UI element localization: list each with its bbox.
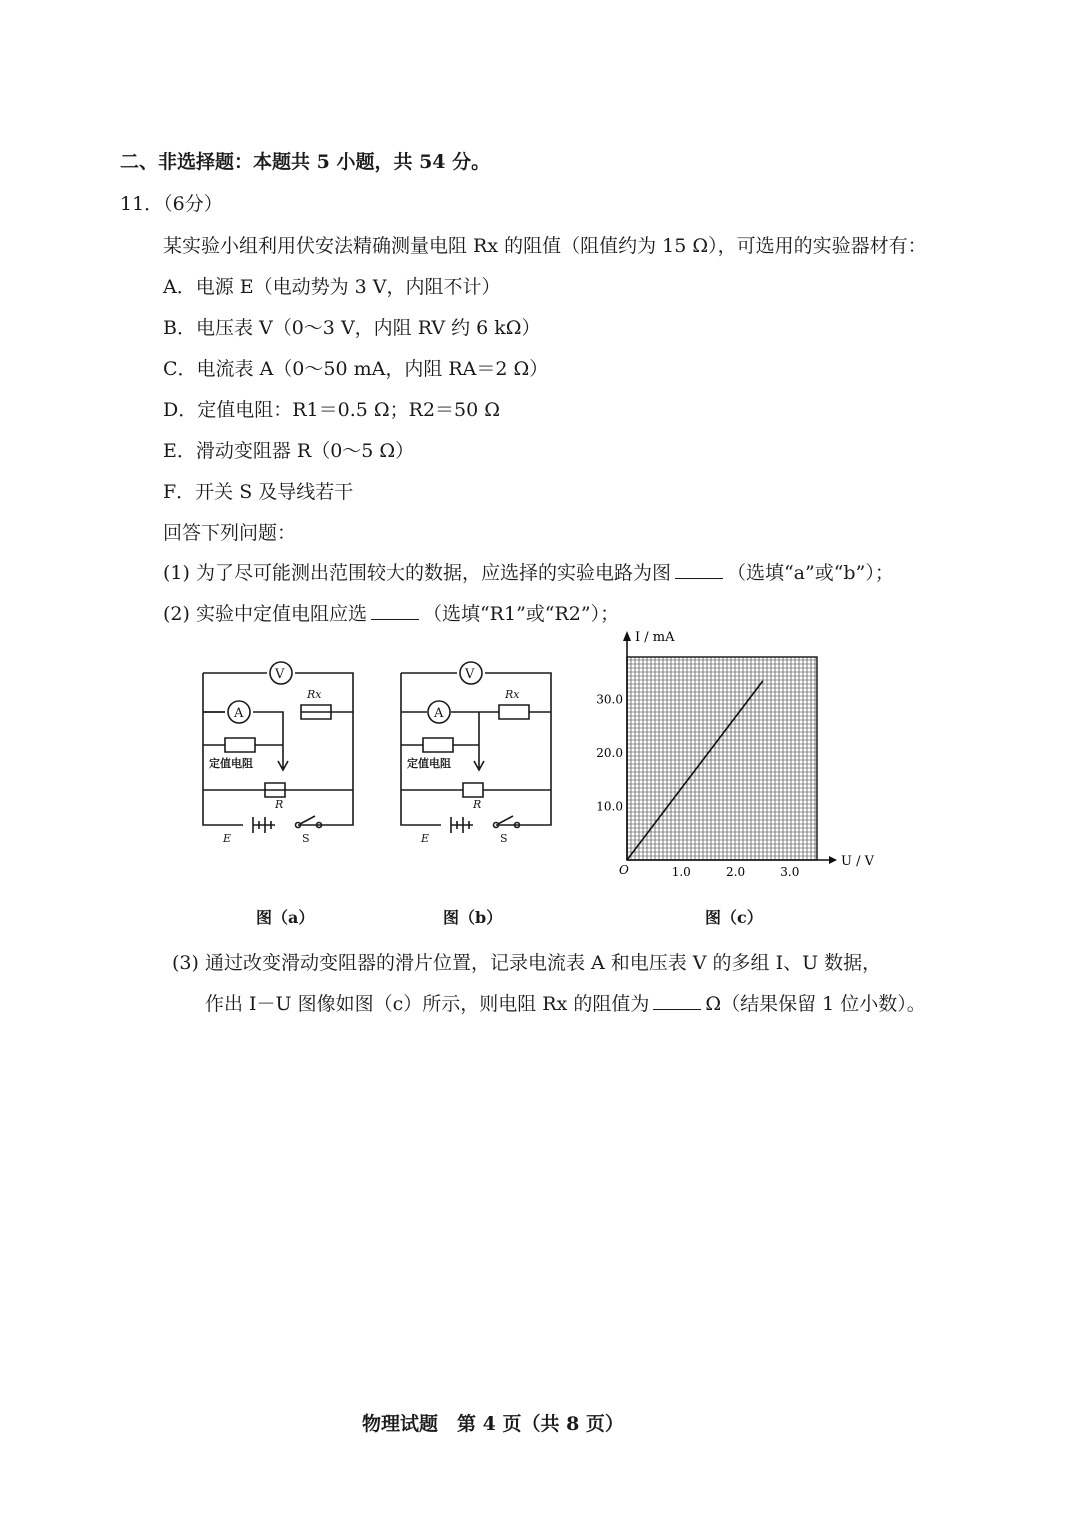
ammeter-label: A [234,706,244,721]
sub-question-1-text: (1) 为了尽可能测出范围较大的数据，应选择的实验电路为图 [163,562,671,584]
sub-question-3-line1: (3) 通过改变滑动变阻器的滑片位置，记录电流表 A 和电压表 V 的多组 I、U 数据， [172,952,882,974]
graph-grid [627,657,817,860]
option-f: F．开关 S 及导线若干 [163,481,354,503]
voltmeter-label-b: V [465,667,475,682]
grid-border [627,657,817,860]
page-footer: 物理试题 第 4 页（共 8 页） [362,1413,624,1435]
answer-blank-1[interactable] [675,577,723,579]
y-tick-label: 10.0 [596,799,623,814]
question-number: 11．（6分） [120,193,223,215]
rx-label: Rx [307,688,322,701]
answer-blank-2[interactable] [371,618,419,620]
origin-label: O [619,863,629,877]
option-e: E．滑动变阻器 R（0～5 Ω） [163,440,415,462]
fixed-resistor-label: 定值电阻 [209,757,253,770]
switch-label-b: S [500,832,508,845]
sub-question-2 [163,599,619,626]
sub-question-3-text: 作出 I－U 图像如图（c）所示，则电阻 Rx 的阻值为 [205,993,650,1015]
sub-question-3-line2 [205,989,926,1016]
option-b: B．电压表 V（0～3 V，内阻 RV 约 6 kΩ） [163,317,541,339]
y-tick-label: 20.0 [596,746,623,761]
x-tick-label: 2.0 [726,865,746,879]
voltmeter-label: V [275,667,285,682]
y-tick-label: 30.0 [596,692,623,707]
sub-question-3-tail: Ω（结果保留 1 位小数）。 [705,993,926,1015]
x-axis-label: U / V [841,854,874,869]
ammeter-label-b: A [434,706,444,721]
x-tick-label: 3.0 [780,865,800,879]
rx-label-b: Rx [505,688,520,701]
figure-b-caption: 图（b） [443,908,503,927]
rheostat-label: R [275,798,284,811]
figure-c-caption: 图（c） [705,908,763,927]
sub-question-1-choice: （选填“a”或“b”）； [726,562,894,584]
option-d: D．定值电阻：R1＝0.5 Ω；R2＝50 Ω [163,399,501,421]
sub-question-2-choice: （选填“R1”或“R2”）； [422,603,620,625]
circuit-b [393,650,563,855]
circuit-a [195,650,365,855]
fixed-resistor-label-b: 定值电阻 [407,757,451,770]
i-u-graph [585,625,890,890]
option-c: C．电流表 A（0～50 mA，内阻 RA＝2 Ω） [163,358,549,380]
answer-blank-3[interactable] [653,1008,701,1010]
sub-question-1 [163,558,894,585]
figure-a-caption: 图（a） [256,908,315,927]
battery-label-b: E [421,832,430,845]
y-axis-label: I / mA [635,630,675,645]
option-a: A．电源 E（电动势为 3 V，内阻不计） [163,276,501,298]
y-axis-arrow [623,631,631,641]
x-tick-label: 1.0 [671,865,691,879]
section-title: 二、非选择题：本题共 5 小题，共 54 分。 [120,151,491,173]
answer-prompt: 回答下列问题： [163,522,297,544]
rheostat-label-b: R [473,798,482,811]
sub-question-2-text: (2) 实验中定值电阻应选 [163,603,367,625]
switch-label: S [302,832,310,845]
question-intro: 某实验小组利用伏安法精确测量电阻 Rx 的阻值（阻值约为 15 Ω），可选用的实验器材有： [163,235,927,257]
x-axis-arrow [829,856,837,864]
battery-label: E [223,832,232,845]
